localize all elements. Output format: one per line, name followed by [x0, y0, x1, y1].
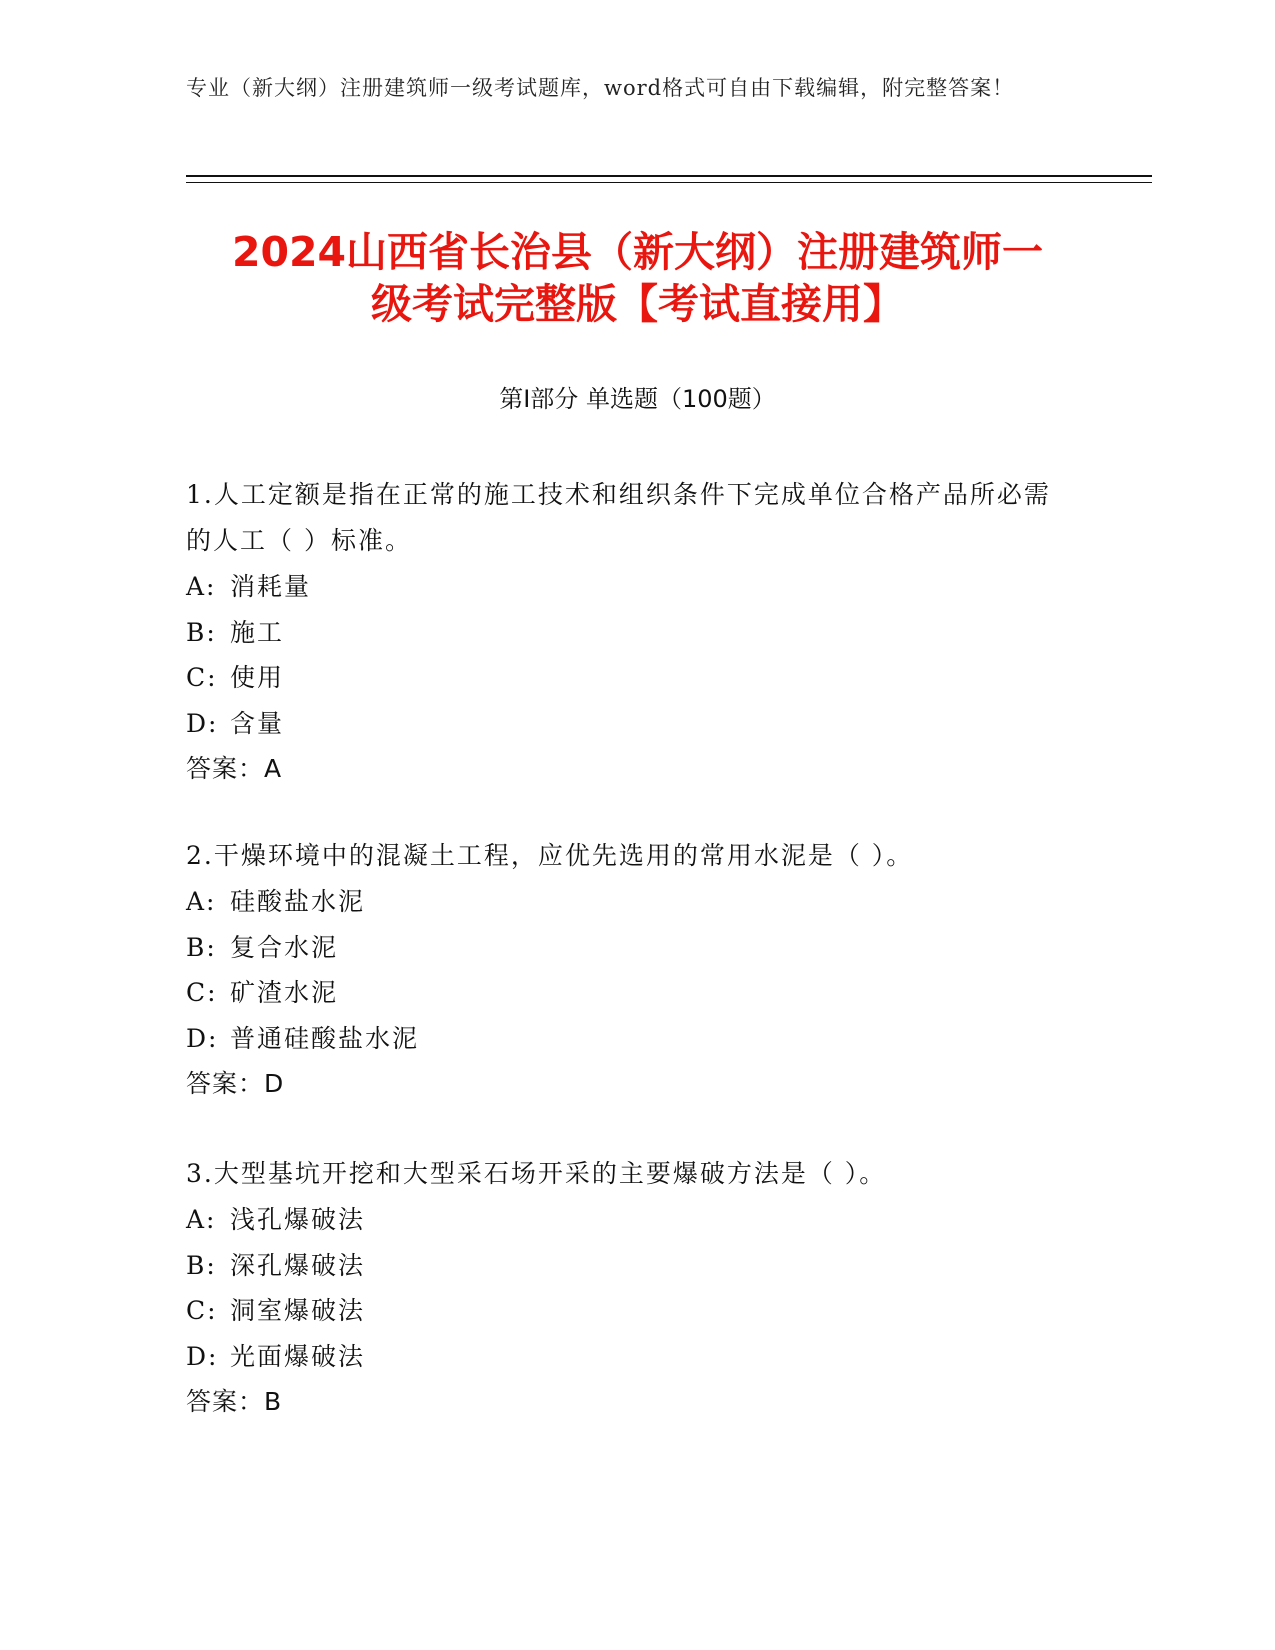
option-letter: C:: [186, 1296, 218, 1325]
option-letter: D:: [186, 1341, 219, 1371]
question-stem: 3.大型基坑开挖和大型采石场开采的主要爆破方法是（ ）。: [186, 1159, 887, 1188]
question-stem: 2.干燥环境中的混凝土工程，应优先选用的常用水泥是（ ）。: [186, 841, 914, 870]
option-text: 含量: [230, 708, 285, 738]
option-b: [186, 925, 1066, 971]
option-letter: D:: [186, 1023, 219, 1053]
document-title: [130, 226, 1145, 330]
option-b: [186, 610, 1066, 656]
header-note: 专业（新大纲）注册建筑师一级考试题库，word格式可自由下载编辑，附完整答案！: [186, 76, 1015, 100]
document-title-line-1: 2024山西省长治县（新大纲）注册建筑师一: [231, 228, 1044, 276]
option-letter: C:: [186, 978, 218, 1007]
option-text: 消耗量: [230, 572, 312, 601]
option-text: 复合水泥: [230, 932, 339, 962]
option-text: 深孔爆破法: [230, 1250, 366, 1280]
answer: 答案：D: [186, 1069, 285, 1098]
option-letter: A:: [186, 887, 217, 916]
header-rule-thick: [186, 175, 1152, 177]
option-d: [186, 701, 1066, 747]
answer: 答案：B: [186, 1387, 283, 1416]
option-text: 硅酸盐水泥: [230, 887, 366, 916]
option-letter: A:: [186, 1205, 217, 1234]
option-c: [186, 655, 1066, 701]
option-c: [186, 970, 1066, 1016]
option-text: 普通硅酸盐水泥: [230, 1023, 420, 1053]
answer: 答案：A: [186, 754, 283, 783]
option-letter: B:: [186, 1250, 217, 1280]
question-2: [186, 833, 1066, 1107]
document-title-line-2: 级考试完整版【考试直接用】: [371, 280, 904, 328]
option-letter: B:: [186, 932, 217, 962]
option-a: [186, 879, 1066, 925]
option-text: 洞室爆破法: [230, 1296, 366, 1325]
question-stem: 1.人工定额是指在正常的施工技术和组织条件下完成单位合格产品所必需的人工（ ）标准。: [186, 480, 1051, 555]
option-a: [186, 564, 1066, 610]
option-letter: D:: [186, 708, 219, 738]
option-letter: A:: [186, 572, 217, 601]
option-text: 施工: [230, 617, 285, 647]
option-text: 使用: [230, 663, 285, 692]
option-letter: B:: [186, 617, 217, 647]
option-letter: C:: [186, 663, 218, 692]
question-3: [186, 1151, 1066, 1425]
option-b: [186, 1243, 1066, 1289]
section-title: 第Ⅰ部分 单选题（100题）: [499, 385, 776, 413]
question-1: [186, 472, 1066, 792]
option-text: 矿渣水泥: [230, 978, 339, 1007]
header-rule-thin: [186, 182, 1152, 183]
option-d: [186, 1334, 1066, 1380]
option-text: 浅孔爆破法: [230, 1205, 366, 1234]
option-a: [186, 1197, 1066, 1243]
option-d: [186, 1016, 1066, 1062]
option-text: 光面爆破法: [230, 1341, 366, 1371]
option-c: [186, 1288, 1066, 1334]
